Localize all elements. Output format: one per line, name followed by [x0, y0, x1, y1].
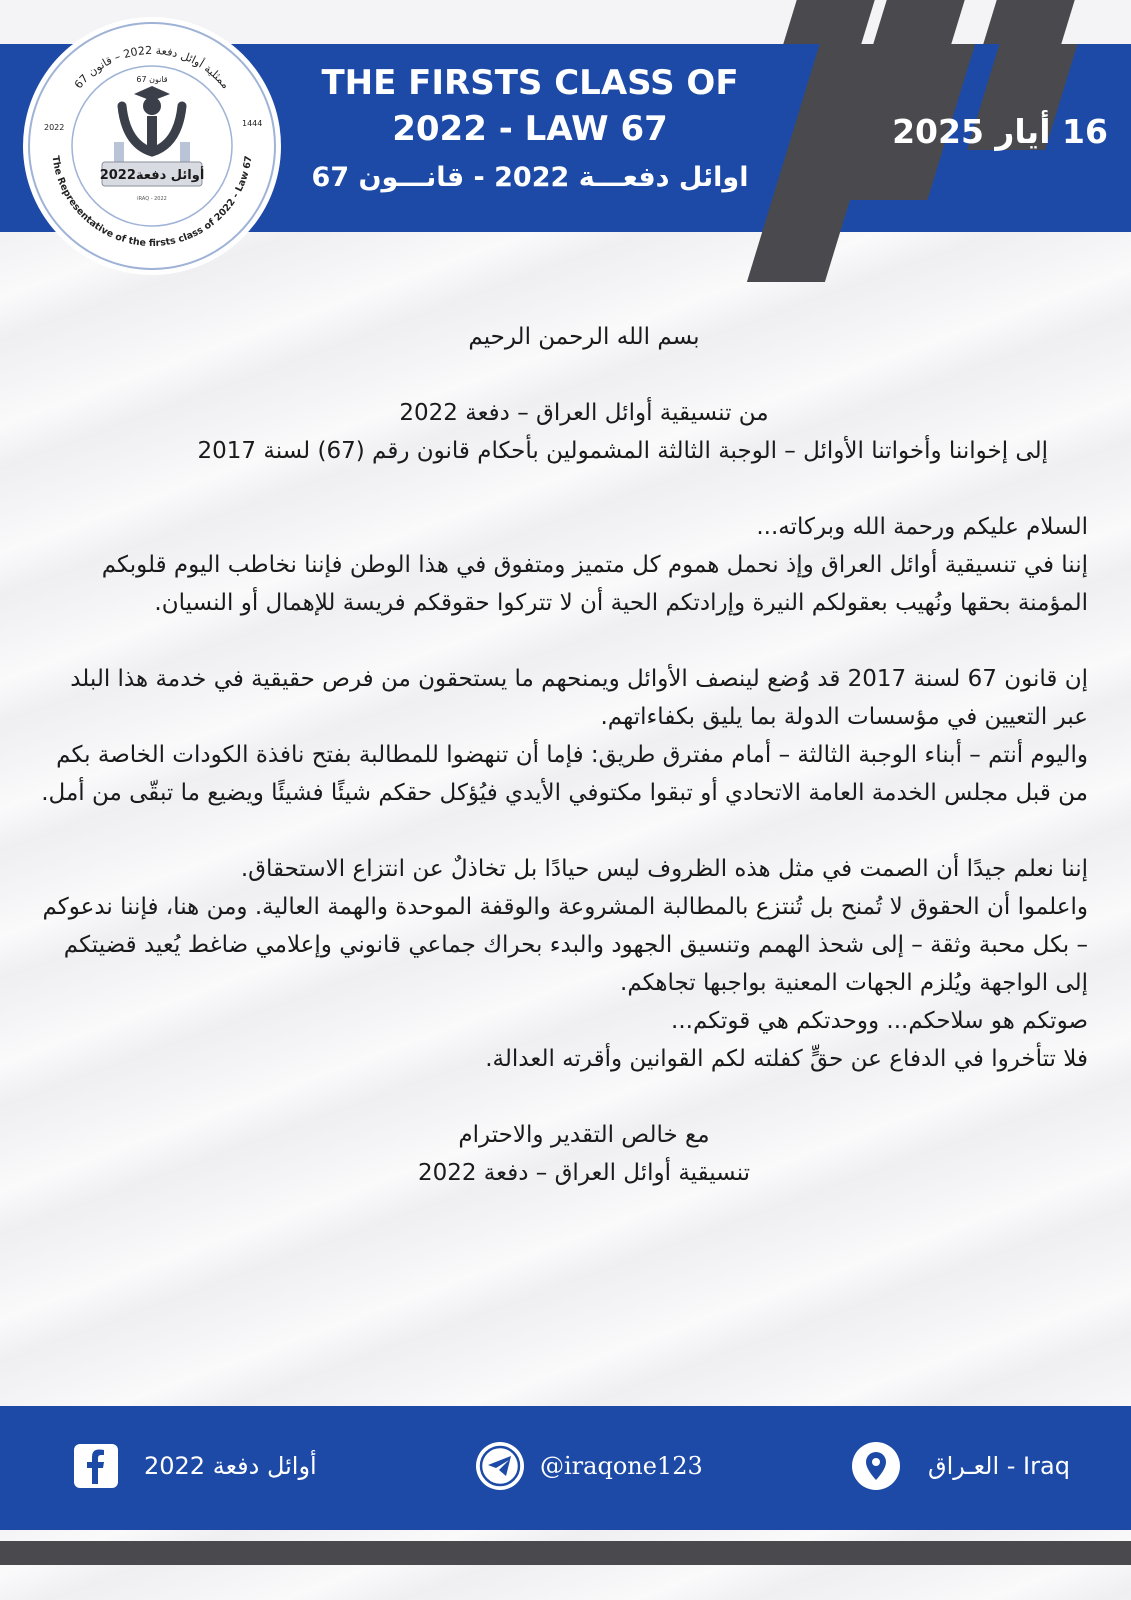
letter-paragraph-5: واعلموا أن الحقوق لا تُمنح بل تُنتزع بالمطالبة المشروعة والوقفة الموحدة والهمة العالية. ومن هنا، فإننا ندعوكم – بكل محبة وثقة – إلى شحذ الهمم وتنسيق الجهود والبدء بحراك جماعي قانوني وإعلامي ضاغط يُعيد قضيتكم إلى الواجهة ويُلزم الجهات المعنية بواجبها تجاهكم. [42, 894, 1088, 996]
seal-english-ring: The Representative of the firsts class of 2022 - Law 67 [49, 155, 255, 250]
letter-to: إلى إخواننا وأخواتنا الأوائل – الوجبة الثالثة المشمولين بأحكام قانون رقم (67) لسنة 2017 [197, 438, 1048, 464]
seal-arabic-ring: ممثلية أوائل دفعة 2022 – قانون 67 [71, 43, 233, 92]
letter-closing: مع خالص التقدير والاحترام [458, 1122, 710, 1148]
header-title [300, 60, 760, 152]
letter-paragraph-1: إننا في تنسيقية أوائل العراق وإذ نحمل هموم كل متميز ومتفوق في هذا الوطن فإننا نخاطب اليوم قلوبكم المؤمنة بحقها ونُهيب بعقولكم النيرة وإرادتكم الحية أن لا تتركوا حقوقكم فريسة للإهمال أو النسيان. [101, 552, 1088, 616]
seal-bottom-small: IRAQ - 2022 [137, 196, 167, 202]
letter-paragraph-6: صوتكم هو سلاحكم... ووحدتكم هي قوتكم... [671, 1008, 1088, 1034]
seal-year-left: 2022 [44, 123, 65, 132]
letter-paragraph-3: واليوم أنتم – أبناء الوجبة الثالثة – أمام مفترق طريق: فإما أن تنهضوا للمطالبة بفتح نافذة الكودات الخاصة بكم من قبل مجلس الخدمة العامة الاتحادي أو تبقوا مكتوفي الأيدي فيُؤكل حقكم شيئًا فشيئًا ويضيع ما تبقّى من أمل. [41, 742, 1088, 806]
header-subtitle: اوائل دفعـــة 2022 - قانـــون 67 [311, 162, 749, 193]
footer-location[interactable] [852, 1440, 1070, 1492]
letter-greeting: السلام عليكم ورحمة الله وبركاته... [756, 514, 1088, 540]
seal-logo [28, 22, 276, 270]
letter-body [40, 318, 1088, 1192]
letter-paragraph-4: إننا نعلم جيدًا أن الصمت في مثل هذه الظروف ليس حيادًا بل تخاذلٌ عن انتزاع الاستحقاق. [240, 856, 1088, 882]
decor-stripe-top [983, 0, 1074, 44]
header-title-line2: 2022 - LAW 67 [392, 109, 668, 149]
graduate-icon [114, 86, 190, 164]
decor-stripe-top [873, 0, 964, 44]
footer-telegram[interactable] [476, 1440, 703, 1492]
decor-stripe-top [783, 0, 874, 44]
letter-from: من تنسيقية أوائل العراق – دفعة 2022 [399, 400, 769, 426]
footer-telegram-label: @iraqone123 [540, 1452, 703, 1480]
letter-paragraph-2: إن قانون 67 لسنة 2017 قد وُضع لينصف الأوائل ويمنحهم ما يستحقون من فرص حقيقية في خدمة هذا البلد عبر التعيين في مؤسسات الدولة بما يليق بكفاءاتهم. [70, 666, 1088, 730]
header-title-line1: THE FIRSTS CLASS OF [321, 63, 739, 103]
location-pin-icon [852, 1442, 900, 1490]
footer-bar [0, 1541, 1131, 1565]
seal-badge-text: أوائل دفعة2022 [99, 168, 205, 183]
letter-paragraph-7: فلا تتأخروا في الدفاع عن حقٍّ كفلته لكم القوانين وأقرته العدالة. [485, 1046, 1088, 1072]
footer-location-label: العـراق - Iraq [928, 1452, 1070, 1480]
telegram-icon [476, 1442, 524, 1490]
header-date: 16 أيار 2025 [892, 112, 1108, 151]
letter-signature: تنسيقية أوائل العراق – دفعة 2022 [417, 1160, 751, 1186]
letter-basmala: بسم الله الرحمن الرحيم [468, 324, 700, 350]
footer-facebook-label: أوائل دفعة 2022 [144, 1452, 317, 1480]
footer-facebook[interactable] [74, 1440, 317, 1492]
seal-graphic [30, 24, 274, 268]
seal-year-right: 1444 [242, 119, 263, 128]
seal-inner-top: قانون 67 [136, 75, 168, 84]
facebook-icon [74, 1444, 118, 1488]
